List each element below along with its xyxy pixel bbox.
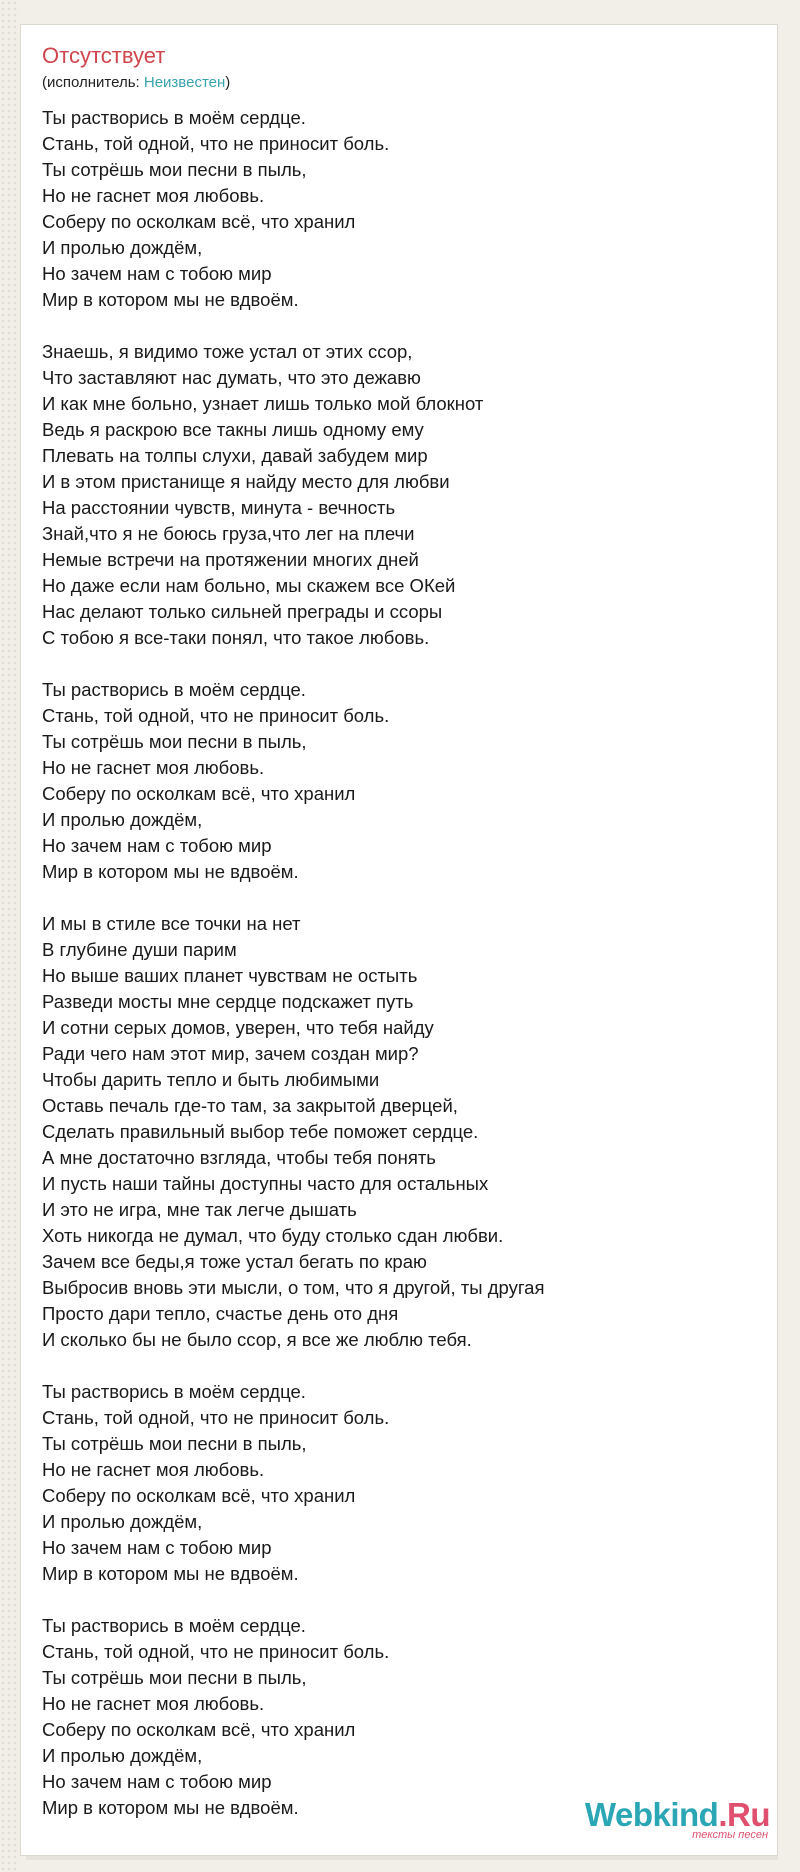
lyrics-line: И пусть наши тайны доступны часто для остальных: [42, 1173, 489, 1194]
lyrics-line: А мне достаточно взгляда, чтобы тебя понять: [42, 1147, 436, 1168]
lyrics-text: [42, 105, 742, 1847]
lyrics-line: Но зачем нам с тобою мир: [42, 263, 272, 284]
lyrics-stanza: [42, 1379, 742, 1587]
lyrics-line: И мы в стиле все точки на нет: [42, 913, 301, 934]
lyrics-line: Просто дари тепло, счастье день ото дня: [42, 1303, 399, 1324]
lyrics-line: Мир в котором мы не вдвоём.: [42, 861, 299, 882]
artist-line: [42, 74, 230, 92]
logo-wordmark: [585, 1796, 770, 1833]
lyrics-stanza: [42, 911, 742, 1353]
lyrics-line: И пролью дождём,: [42, 1745, 203, 1766]
logo-tagline: тексты песен: [692, 1829, 768, 1841]
lyrics-line: Чтобы дарить тепло и быть любимыми: [42, 1069, 380, 1090]
lyrics-line: Но зачем нам с тобою мир: [42, 1771, 272, 1792]
lyrics-line: И это не игра, мне так легче дышать: [42, 1199, 357, 1220]
lyrics-line: Знай,что я не боюсь груза,что лег на плечи: [42, 523, 415, 544]
lyrics-line: Ты сотрёшь мои песни в пыль,: [42, 159, 307, 180]
lyrics-line: Но даже если нам больно, мы скажем все ОКей: [42, 575, 456, 596]
lyrics-line: Ты сотрёшь мои песни в пыль,: [42, 1667, 307, 1688]
lyrics-line: Но не гаснет моя любовь.: [42, 185, 265, 206]
lyrics-line: Соберу по осколкам всё, что хранил: [42, 1719, 356, 1740]
lyrics-line: Разведи мосты мне сердце подскажет путь: [42, 991, 414, 1012]
lyrics-line: И в этом пристанище я найду место для любви: [42, 471, 450, 492]
song-title: Отсутствует: [42, 43, 166, 68]
site-logo[interactable]: [585, 1798, 770, 1841]
lyrics-line: Мир в котором мы не вдвоём.: [42, 289, 299, 310]
lyrics-line: Хоть никогда не думал, что буду столько сдан любви.: [42, 1225, 504, 1246]
lyrics-line: Стань, той одной, что не приносит боль.: [42, 133, 390, 154]
lyrics-line: Знаешь, я видимо тоже устал от этих ссор,: [42, 341, 413, 362]
lyrics-line: Сделать правильный выбор тебе поможет сердце.: [42, 1121, 479, 1142]
lyrics-line: Выбросив вновь эти мысли, о том, что я другой, ты другая: [42, 1277, 545, 1298]
lyrics-line: Плевать на толпы слухи, давай забудем мир: [42, 445, 428, 466]
lyrics-line: С тобою я все-таки понял, что такое любовь.: [42, 627, 430, 648]
logo-tld: .Ru: [718, 1796, 770, 1833]
lyrics-line: Оставь печаль где-то там, за закрытой дверцей,: [42, 1095, 458, 1116]
lyrics-line: Но не гаснет моя любовь.: [42, 757, 265, 778]
lyrics-line: Ты сотрёшь мои песни в пыль,: [42, 731, 307, 752]
lyrics-card: [20, 24, 778, 1856]
lyrics-line: Но выше ваших планет чувствам не остыть: [42, 965, 418, 986]
lyrics-stanza: [42, 677, 742, 885]
lyrics-line: Ты растворись в моём сердце.: [42, 107, 306, 128]
card-shadow-edge: [26, 1856, 778, 1860]
lyrics-line: Ты сотрёшь мои песни в пыль,: [42, 1433, 307, 1454]
lyrics-line: И пролью дождём,: [42, 809, 203, 830]
lyrics-line: Немые встречи на протяжении многих дней: [42, 549, 419, 570]
lyrics-line: Мир в котором мы не вдвоём.: [42, 1563, 299, 1584]
lyrics-line: Что заставляют нас думать, что это дежавю: [42, 367, 421, 388]
lyrics-line: Стань, той одной, что не приносит боль.: [42, 705, 390, 726]
lyrics-line: Соберу по осколкам всё, что хранил: [42, 211, 356, 232]
lyrics-line: Стань, той одной, что не приносит боль.: [42, 1641, 390, 1662]
lyrics-line: Соберу по осколкам всё, что хранил: [42, 783, 356, 804]
lyrics-line: И пролью дождём,: [42, 1511, 203, 1532]
lyrics-line: Ты растворись в моём сердце.: [42, 1381, 306, 1402]
artist-suffix: ): [225, 74, 231, 91]
lyrics-line: Но зачем нам с тобою мир: [42, 1537, 272, 1558]
lyrics-line: Мир в котором мы не вдвоём.: [42, 1797, 299, 1818]
lyrics-line: Ведь я раскрою все такны лишь одному ему: [42, 419, 424, 440]
lyrics-stanza: [42, 105, 742, 313]
lyrics-stanza: [42, 339, 742, 651]
lyrics-line: Ты растворись в моём сердце.: [42, 1615, 306, 1636]
artist-link[interactable]: Неизвестен: [143, 74, 226, 91]
lyrics-line: И пролью дождём,: [42, 237, 203, 258]
lyrics-line: Соберу по осколкам всё, что хранил: [42, 1485, 356, 1506]
lyrics-line: Зачем все беды,я тоже устал бегать по краю: [42, 1251, 427, 1272]
lyrics-line: В глубине души парим: [42, 939, 237, 960]
lyrics-line: И сколько бы не было ссор, я все же люблю тебя.: [42, 1329, 472, 1350]
lyrics-line: Но зачем нам с тобою мир: [42, 835, 272, 856]
lyrics-line: Стань, той одной, что не приносит боль.: [42, 1407, 390, 1428]
lyrics-line: Но не гаснет моя любовь.: [42, 1693, 265, 1714]
artist-prefix: (исполнитель:: [42, 74, 144, 91]
lyrics-line: На расстоянии чувств, минута - вечность: [42, 497, 396, 518]
logo-word: Webkind: [584, 1796, 719, 1833]
lyrics-line: И сотни серых домов, уверен, что тебя найду: [42, 1017, 434, 1038]
page-background-pattern: [0, 0, 20, 1872]
lyrics-line: Ради чего нам этот мир, зачем создан мир?: [42, 1043, 419, 1064]
lyrics-line: Нас делают только сильней преграды и ссоры: [42, 601, 443, 622]
lyrics-line: Но не гаснет моя любовь.: [42, 1459, 265, 1480]
lyrics-line: И как мне больно, узнает лишь только мой блокнот: [42, 393, 484, 414]
lyrics-stanza: [42, 1613, 742, 1821]
lyrics-line: Ты растворись в моём сердце.: [42, 679, 306, 700]
